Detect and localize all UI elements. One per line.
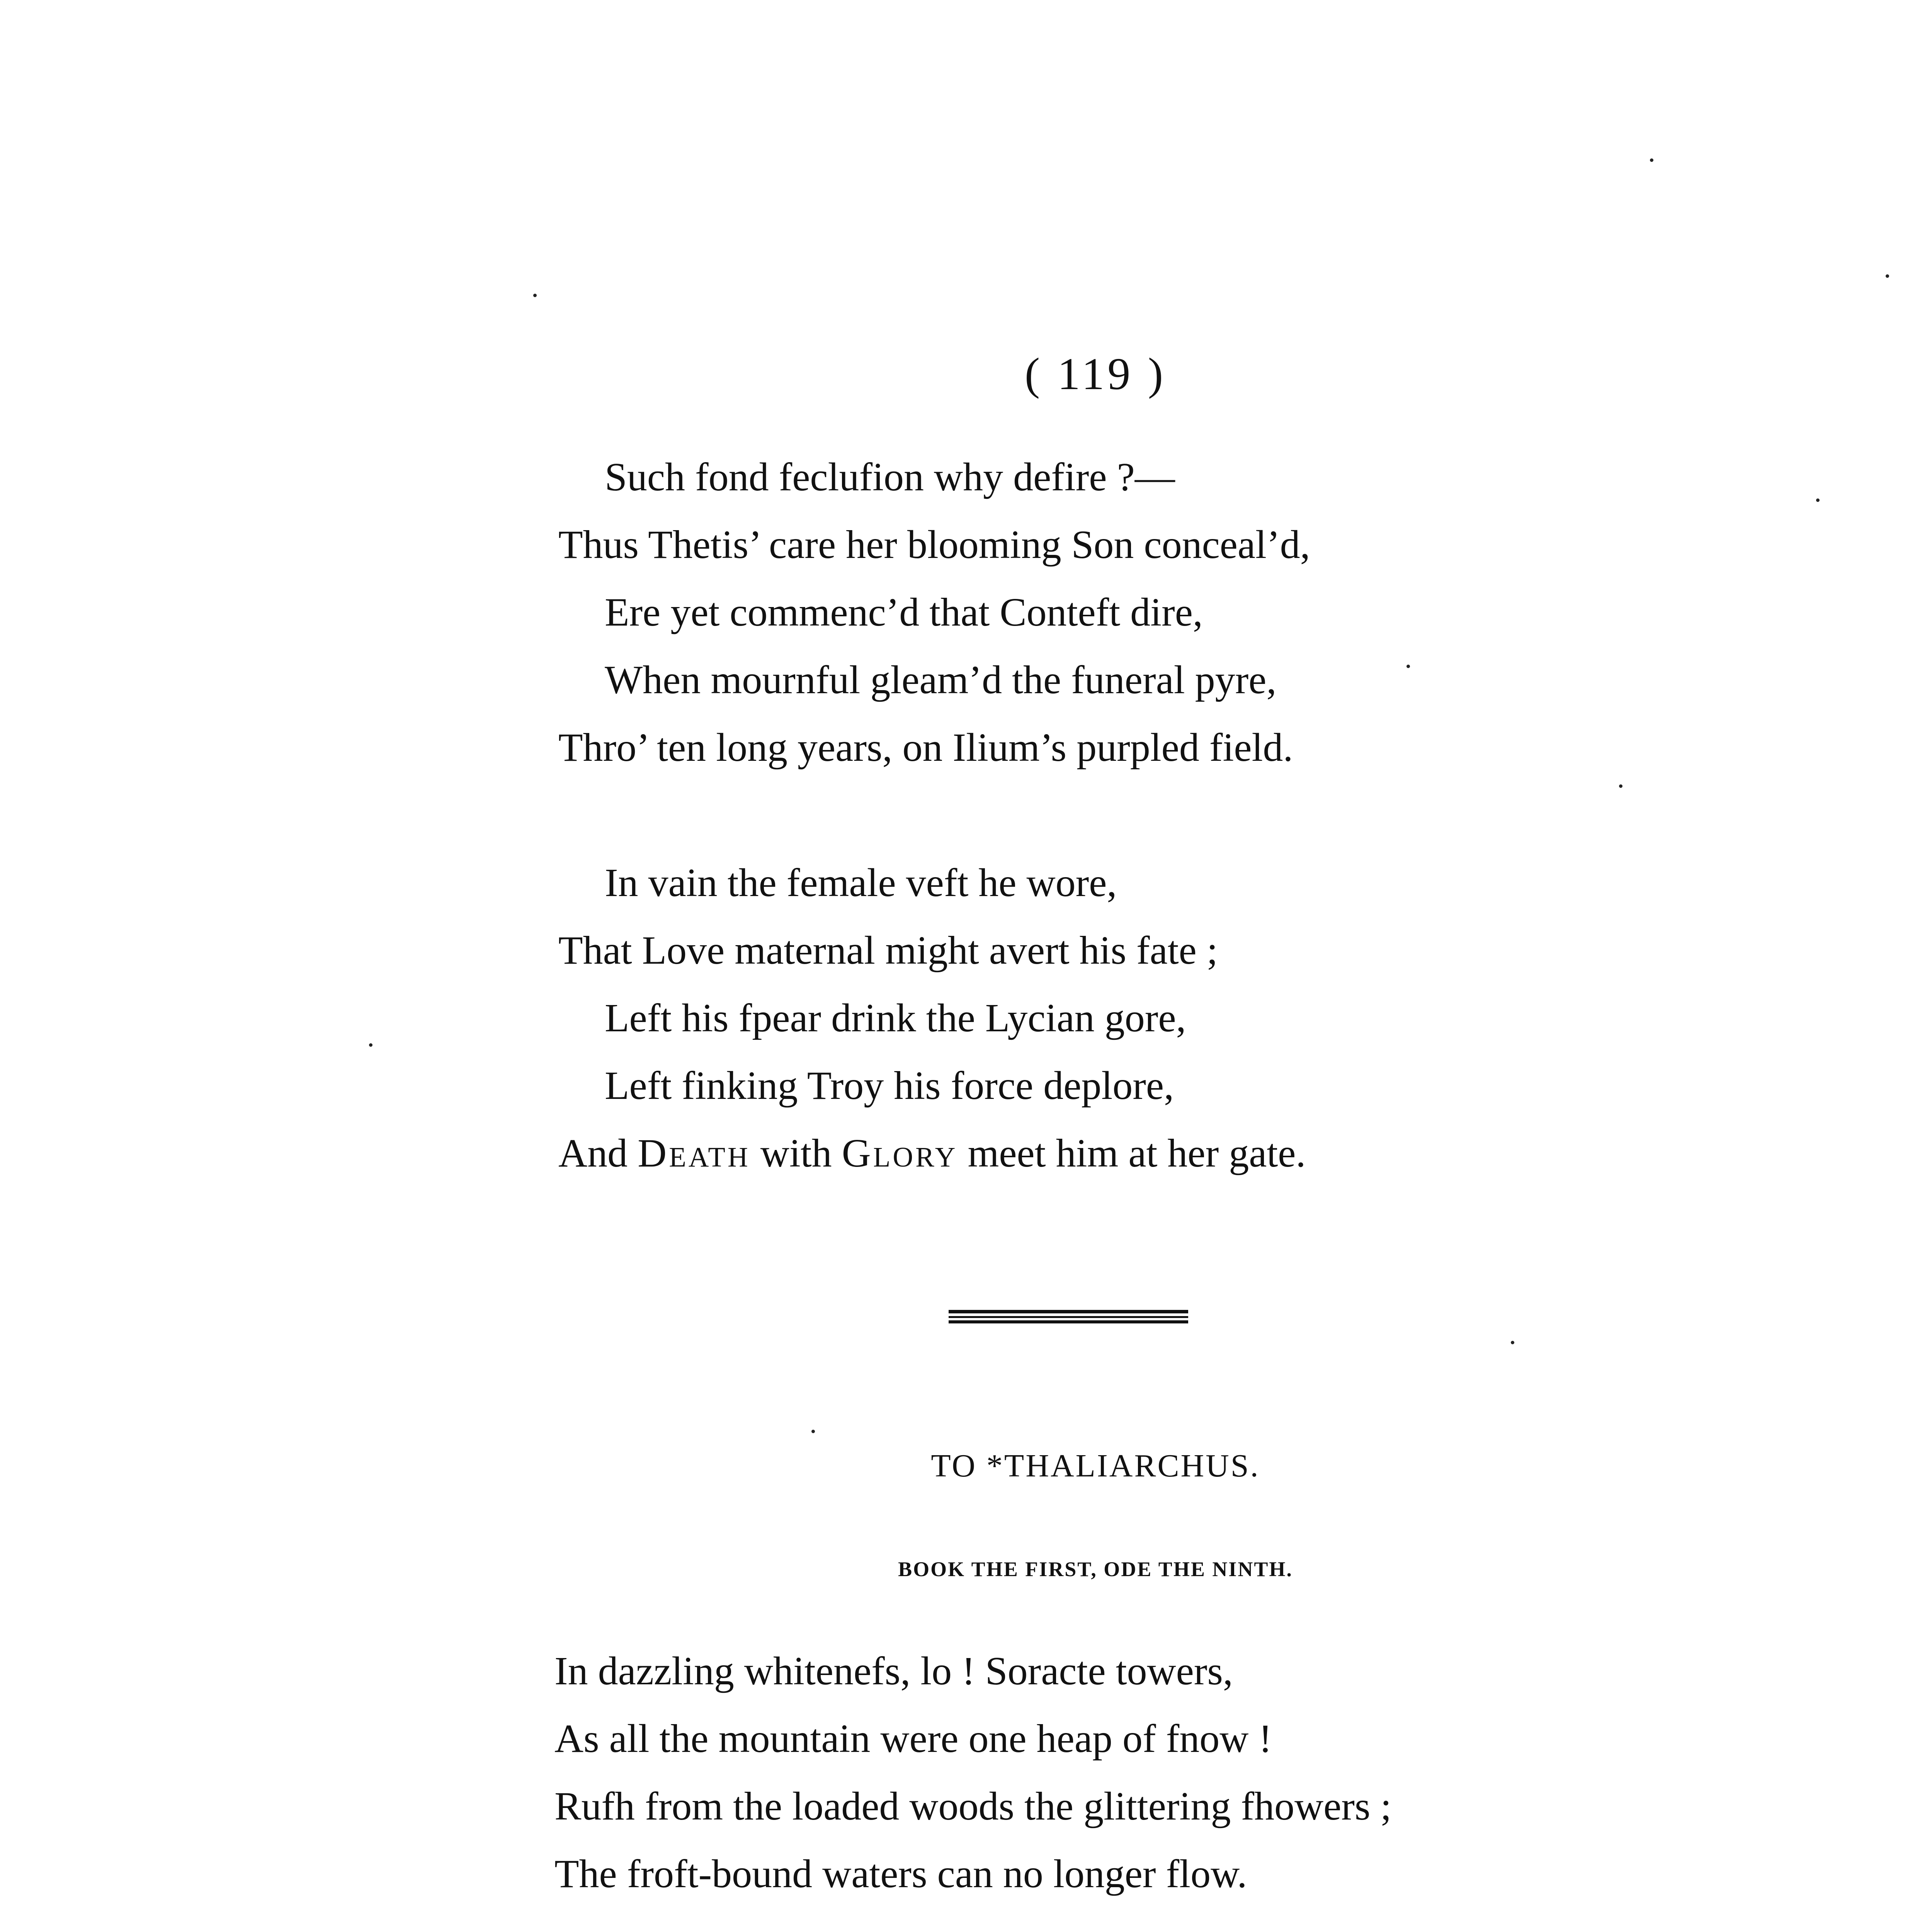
page-number: ( 119 ) xyxy=(1024,349,1167,399)
scan-speck xyxy=(1511,1341,1514,1344)
verse-word-glory: Glory xyxy=(842,1131,958,1175)
scan-speck xyxy=(1406,665,1410,668)
scan-speck xyxy=(369,1043,372,1047)
verse-line: Ere yet commenc’d that Conteft dire, xyxy=(605,590,1203,634)
verse-line: When mournful gleam’d the funeral pyre, xyxy=(605,658,1277,702)
verse-line-last xyxy=(558,1128,1306,1179)
verse-line: In vain the female veft he wore, xyxy=(605,861,1117,905)
scan-speck xyxy=(1886,274,1889,278)
verse-line: That Love maternal might avert his fate ; xyxy=(558,928,1218,973)
section-divider xyxy=(949,1310,1188,1323)
poem-subtitle: BOOK THE FIRST, ODE THE NINTH. xyxy=(898,1558,1293,1581)
scan-speck xyxy=(1816,498,1820,502)
verse-word: meet him at her gate. xyxy=(968,1131,1306,1175)
verse-line: Left his fpear drink the Lycian gore, xyxy=(605,996,1186,1040)
poem-title: TO *THALIARCHUS. xyxy=(931,1448,1260,1484)
scan-speck xyxy=(1619,784,1622,788)
scan-speck xyxy=(533,294,537,297)
verse-line: Such fond feclufion why defire ?— xyxy=(605,455,1175,499)
verse-line: The froft-bound waters can no longer flow. xyxy=(554,1852,1247,1896)
verse-word: And xyxy=(558,1131,628,1175)
scan-speck xyxy=(811,1430,815,1433)
verse-line: As all the mountain were one heap of fnow ! xyxy=(554,1716,1272,1761)
verse-line: In dazzling whitenefs, lo ! Soracte towers, xyxy=(554,1649,1233,1693)
verse-word: with xyxy=(760,1131,832,1175)
verse-line: Thus Thetis’ care her blooming Son conceal’d, xyxy=(558,522,1310,567)
verse-word-death: Death xyxy=(638,1131,750,1175)
verse-line: Rufh from the loaded woods the glittering fhowers ; xyxy=(554,1784,1392,1828)
scan-speck xyxy=(1650,158,1653,162)
verse-line: Thro’ ten long years, on Ilium’s purpled field. xyxy=(558,725,1293,770)
verse-line: Left finking Troy his force deplore, xyxy=(605,1063,1174,1108)
